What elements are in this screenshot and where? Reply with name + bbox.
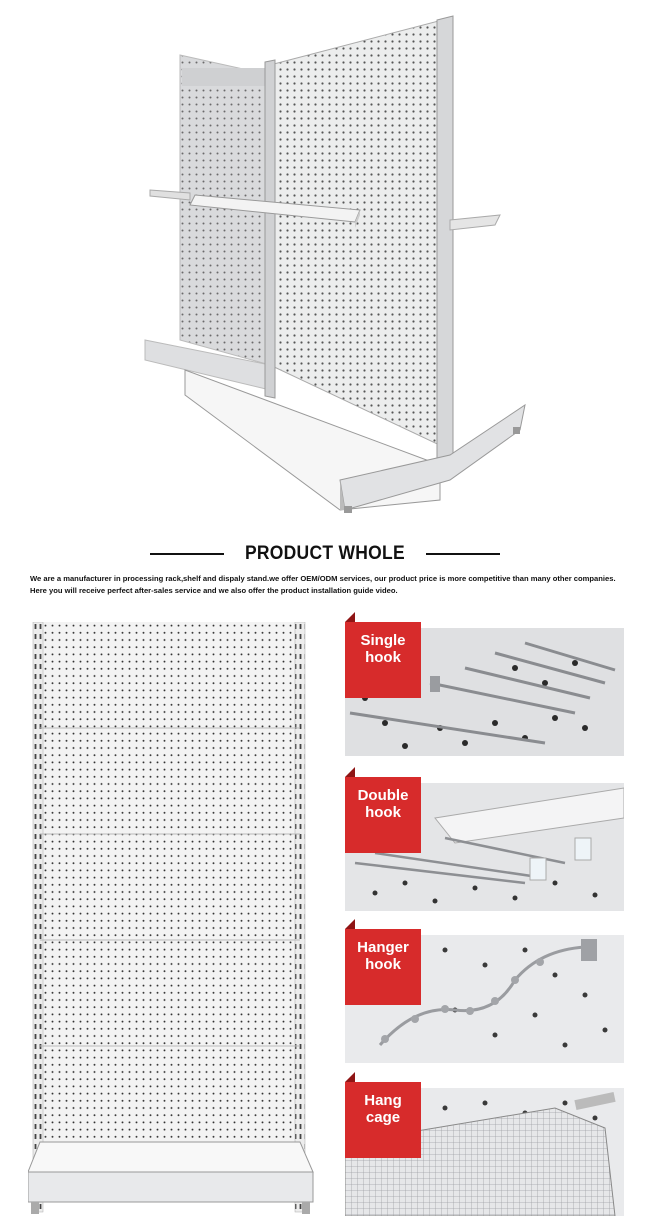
badge-line-1: Hanger [357, 939, 409, 956]
badge-line-2: hook [365, 649, 401, 666]
heading-rule-right [426, 553, 500, 555]
accessory-card-single-hook [345, 628, 624, 756]
intro-text [30, 573, 630, 597]
accessory-card-hang-cage [345, 1088, 624, 1216]
badge-line-1: Double [357, 787, 409, 804]
section-heading [0, 541, 650, 567]
single-hook-badge [345, 612, 421, 698]
intro-line-2: Here you will receive perfect after-sales service and we also offer the product installation guide video. [30, 586, 398, 595]
accessory-card-hanger-hook [345, 935, 624, 1063]
accessory-card-double-hook [345, 783, 624, 911]
badge-line-2: hook [365, 956, 401, 973]
badge-line-2: cage [365, 1109, 401, 1126]
hang-cage-badge [345, 1072, 421, 1158]
badge-line-1: Single [360, 632, 406, 649]
badge-line-1: Hang [364, 1092, 402, 1109]
double-hook-badge [345, 767, 421, 853]
heading-rule-left [150, 553, 224, 555]
gondola-shelf-product-image [130, 10, 530, 520]
hanger-hook-badge [345, 919, 421, 1005]
intro-line-1: We are a manufacturer in processing rack,shelf and dispaly stand.we offer OEM/ODM services, our product price is more competitive than many other companies. [30, 574, 616, 583]
badge-line-2: hook [365, 804, 401, 821]
pegboard-panel-image [28, 622, 328, 1217]
heading-title: PRODUCT WHOLE [245, 543, 405, 564]
